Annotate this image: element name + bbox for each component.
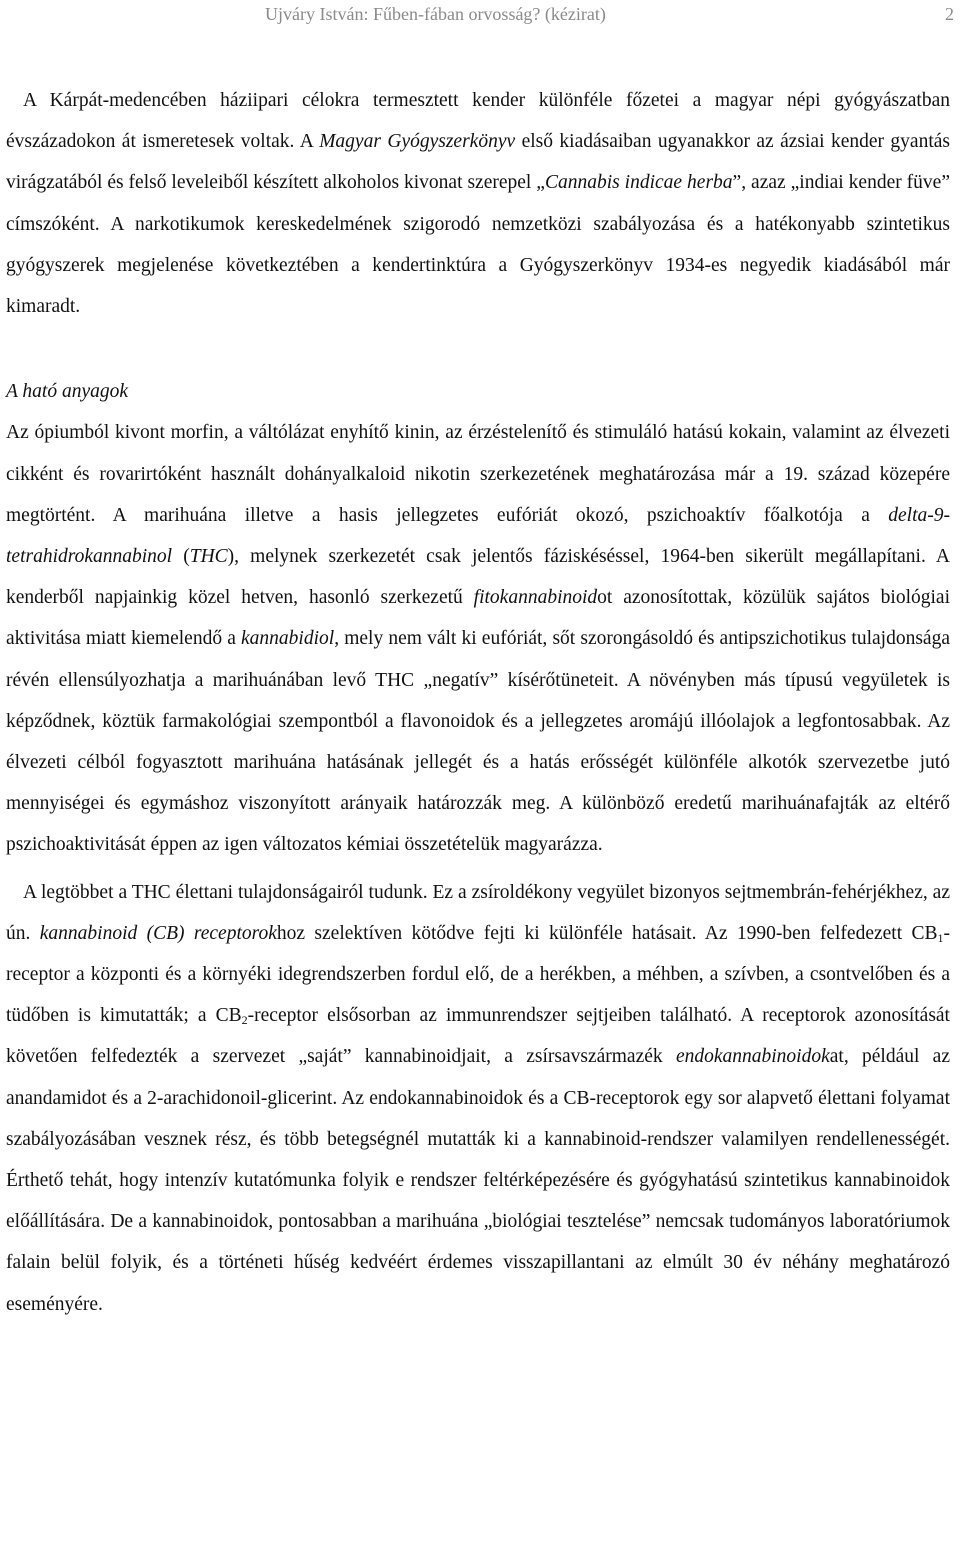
text-run: -receptor elsősorban az immunrendszer sejtjeiben található. A receptorok azonosítását követően felfedezték a szervezet „saját” kannabinoidjait, a zsírsavszármazék — [6, 1005, 950, 1068]
page-number: 2 — [945, 4, 954, 24]
text-run: első kiadásaiban ugyanakkor az ázsiai kender gyantás virágzatából és felső leveleiből készített alkoholos kivonat szerepel „ — [6, 131, 950, 194]
section-heading: A ható anyagok — [6, 381, 129, 403]
subscript: 2 — [241, 1013, 248, 1028]
text-run: ot azonosítottak, közülük sajátos biológiai aktivitása miatt kiemelendő a — [6, 587, 950, 650]
italic-run: endokannabinoidok — [675, 1046, 830, 1068]
text-run: hoz szelektíven kötődve fejti ki különféle hatásait. Az 1990-ben felfedezett CB — [276, 922, 938, 944]
header-title: Ujváry István: Fűben-fában orvosság? (kézirat) — [265, 4, 606, 24]
italic-run: Cannabis indicae herba — [544, 172, 733, 194]
paragraph-active-ingredients — [6, 412, 950, 865]
text-run: ), melynek szerkezetét csak jelentős fáziskéséssel, 1964-ben sikerült megállapítani. A kenderből napjainkig közel hetven, hasonló szerkezetű — [6, 546, 950, 609]
text-run: A Kárpát-medencében háziipari célokra termesztett kender különféle főzetei a magyar népi gyógyászatban évszázadokon át ismeretesek voltak. A — [6, 90, 950, 153]
document-body — [6, 80, 950, 1325]
text-run: A legtöbbet a THC élettani tulajdonságairól tudunk. Ez a zsíroldékony vegyület bizonyos sejtmembrán-fehérjékhez, az ún. — [6, 881, 950, 944]
text-run: ”, azaz „indiai kender füve” címszóként. A narkotikumok kereskedelmének szigorodó nemzetközi szabályozása és a hatékonyabb szintetikus gyógyszerek megjelenése következtében a kendertinktúra a Gyógyszerkönyv 1934-es negyedik kiadásából már kimaradt. — [6, 172, 950, 318]
paragraph-thc-receptors — [6, 872, 950, 1325]
italic-run: fitokannabinoid — [473, 587, 598, 609]
text-run: , mely nem vált ki eufóriát, sőt szorongásoldó és antipszichotikus tulajdonsága révén ellensúlyozhatja a marihuánában levő THC „negatív” kísérőtüneteit. A növényben más típusú vegyületek is képződnek, köztük farmakológiai szempontból a flavonoidok és a jellegzetes aromájú illóolajok a legfontosabbak. Az élvezeti célból fogyasztott marihuána hatásának jellegét és a hatás erősségét különféle alkotók szervezetbe jutó mennyiségei és egymáshoz viszonyított arányaik határozzák meg. A különböző eredetű marihuánafajták az eltérő pszichoaktivitását éppen az igen változatos kémiai összetételük magyarázza. — [6, 628, 950, 856]
paragraph-intro — [6, 80, 950, 327]
italic-run: delta-9-tetrahidrokannabinol — [6, 504, 950, 568]
italic-run: THC — [189, 546, 228, 568]
text-run: ( — [172, 546, 190, 568]
text-run: -receptor a központi és a környéki idegrendszerben fordul elő, de a herékben, a méhben, a szívben, a csontvelőben és a tüdőben is kimutatták; a CB — [6, 922, 951, 1027]
page-header — [0, 4, 960, 30]
italic-run: kannabinoid (CB) receptorok — [39, 922, 277, 944]
text-run: at, például az anandamidot és a 2-arachidonoil-glicerint. Az endokannabinoidok és a CB-receptorok egy sor alapvető élettani folyamat szabályozásában vesznek rész, és több betegségnél mutatták ki a kannabinoid-rendszer valamilyen rendellenességét. Érthető tehát, hogy intenzív kutatómunka folyik e rendszer feltérképezésére és gyógyhatású szintetikus kannabinoidok előállítására. De a kannabinoidok, pontosabban a marihuána „biológiai tesztelése” nemcsak tudományos laboratóriumok falain belül folyik, és a történeti hűség kedvéért érdemes visszapillantani az elmúlt 30 év néhány meghatározó eseményére. — [6, 1046, 950, 1315]
italic-run: kannabidiol — [241, 628, 335, 650]
italic-run: Magyar Gyógyszerkönyv — [319, 131, 516, 153]
text-run: Az ópiumból kivont morfin, a váltólázat enyhítő kinin, az érzéstelenítő és stimuláló hatású kokain, valamint az élvezeti cikként és rovarirtóként használt dohányalkaloid nikotin szerkezetének meghatározása már a 19. század közepére megtörtént. A marihuána illetve a hasis jellegzetes eufóriát okozó, pszichoaktív főalkotója a — [6, 422, 950, 526]
subscript: 1 — [937, 930, 944, 945]
